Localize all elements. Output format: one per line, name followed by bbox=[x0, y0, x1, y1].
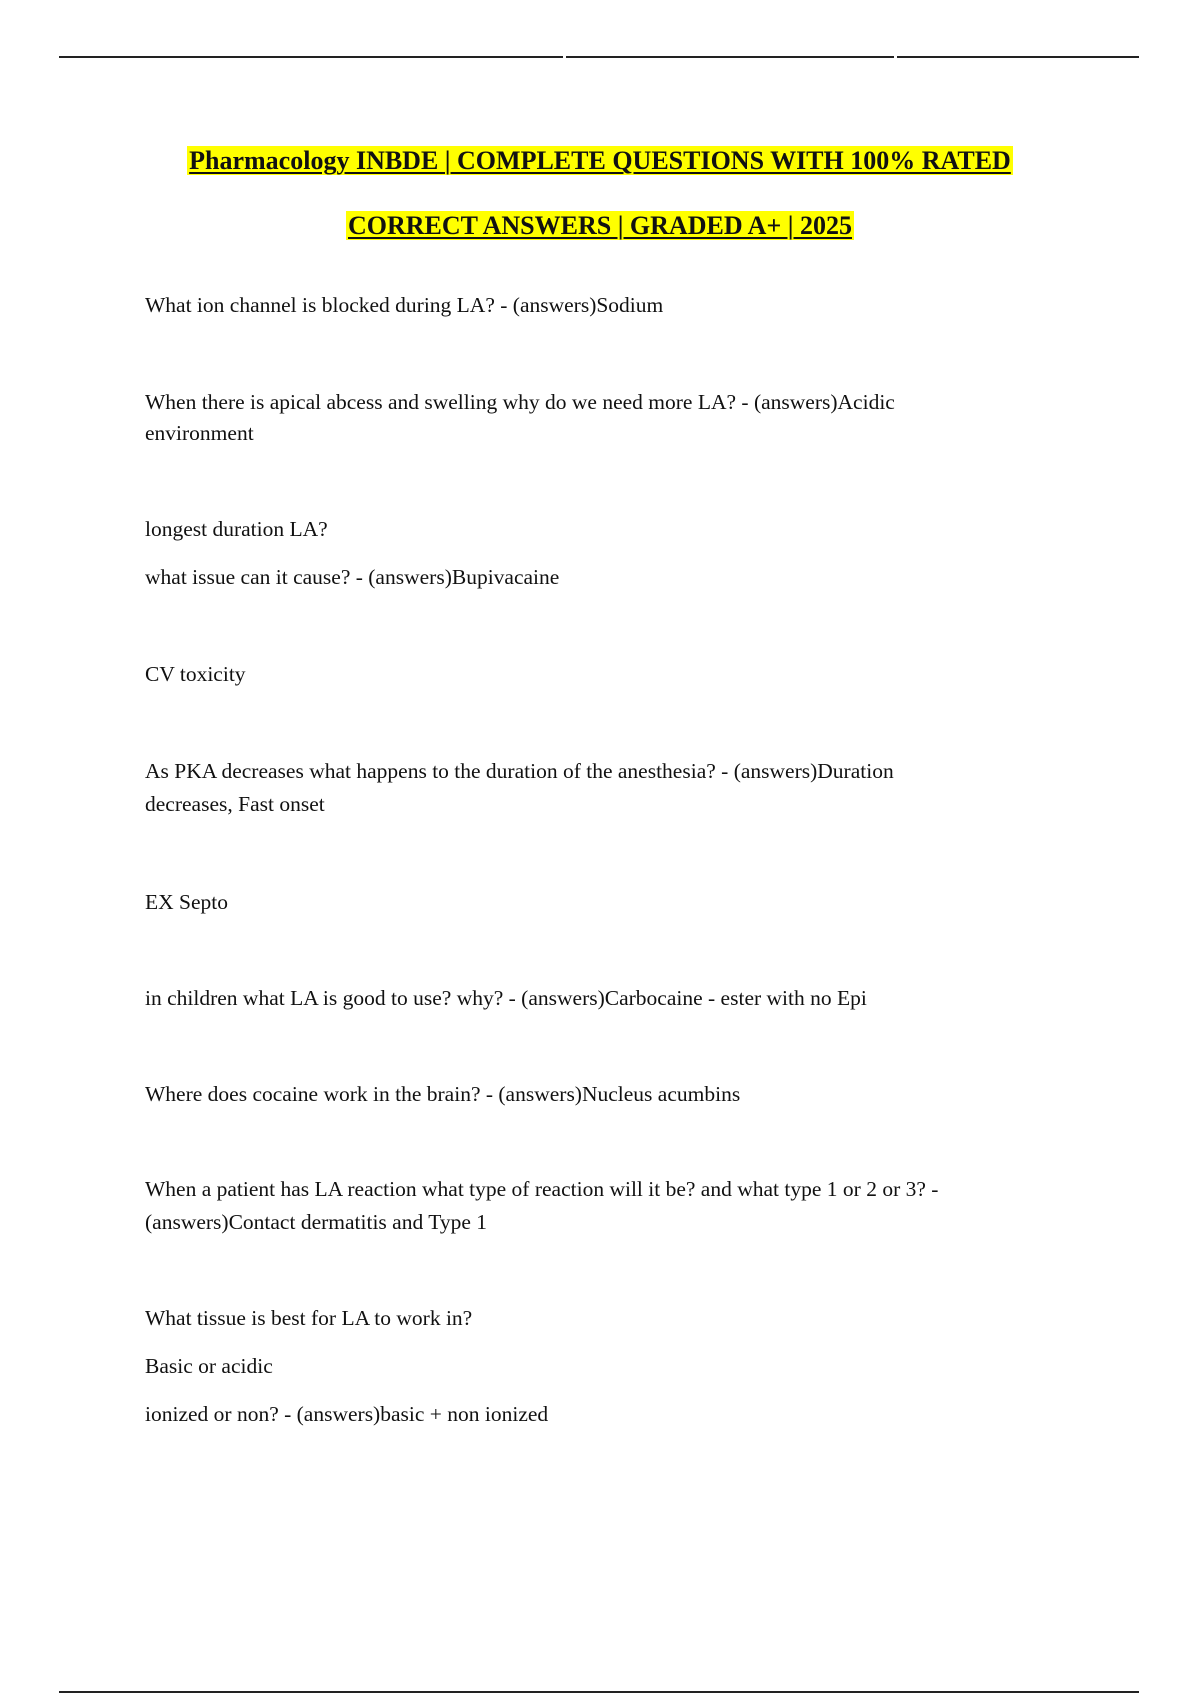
document-title-line-1 bbox=[0, 146, 1200, 176]
qa-line: EX Septo bbox=[145, 890, 229, 914]
title-text: CORRECT ANSWERS | GRADED A+ | 2025 bbox=[348, 211, 852, 240]
header-rule-3 bbox=[897, 56, 1139, 58]
qa-line: What tissue is best for LA to work in? bbox=[145, 1306, 473, 1330]
qa-line: in children what LA is good to use? why? - (answers)Carbocaine - ester with no Epi bbox=[145, 986, 867, 1010]
title-text: Pharmacology INBDE | COMPLETE QUESTIONS WITH 100% RATED bbox=[189, 146, 1011, 175]
qa-line: Basic or acidic bbox=[145, 1354, 273, 1378]
qa-line: As PKA decreases what happens to the duration of the anesthesia? - (answers)Duration bbox=[145, 759, 894, 783]
qa-line: environment bbox=[145, 421, 254, 445]
footer-rule bbox=[59, 1691, 1139, 1693]
qa-line: longest duration LA? bbox=[145, 517, 328, 541]
document-title-line-2 bbox=[0, 211, 1200, 241]
qa-line: When a patient has LA reaction what type of reaction will it be? and what type 1 or 2 or 3? - bbox=[145, 1177, 939, 1201]
qa-line: decreases, Fast onset bbox=[145, 792, 325, 816]
qa-line: When there is apical abcess and swelling why do we need more LA? - (answers)Acidic bbox=[145, 390, 895, 414]
header-rule-1 bbox=[59, 56, 563, 58]
qa-line: what issue can it cause? - (answers)Bupivacaine bbox=[145, 565, 560, 589]
qa-line: What ion channel is blocked during LA? - (answers)Sodium bbox=[145, 293, 664, 317]
qa-line: ionized or non? - (answers)basic + non ionized bbox=[145, 1402, 549, 1426]
header-rule-2 bbox=[566, 56, 894, 58]
qa-line: CV toxicity bbox=[145, 662, 246, 686]
qa-line: (answers)Contact dermatitis and Type 1 bbox=[145, 1210, 488, 1234]
qa-line: Where does cocaine work in the brain? - (answers)Nucleus acumbins bbox=[145, 1082, 741, 1106]
